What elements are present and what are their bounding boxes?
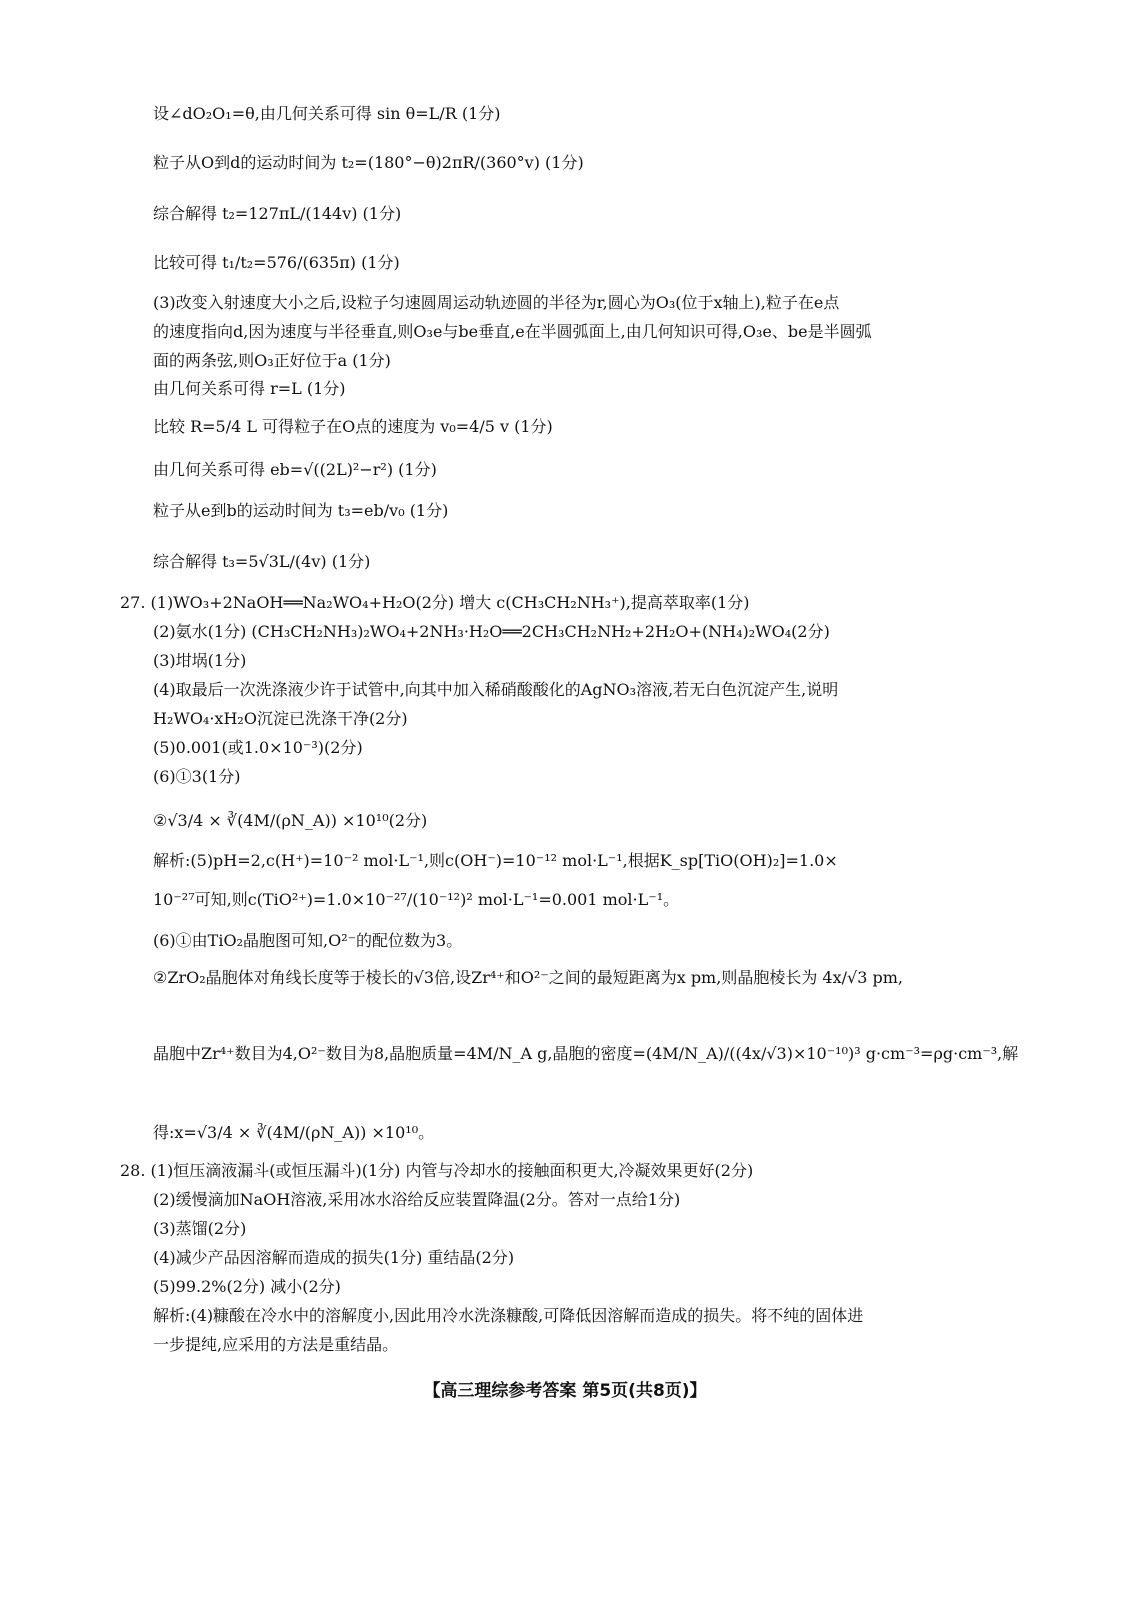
question-number: 28. xyxy=(120,1161,146,1180)
text-line: 设∠dO₂O₁=θ,由几何关系可得 sin θ=L/R (1分) xyxy=(153,104,501,123)
text-line: (3)坩埚(1分) xyxy=(153,651,247,670)
text-line: (4)取最后一次洗涤液少许于试管中,向其中加入稀硝酸酸化的AgNO₃溶液,若无白色沉淀产生,说明 xyxy=(153,680,839,699)
text-line: ②√3/4 × ∛(4M/(ρN_A)) ×10¹⁰(2分) xyxy=(153,811,428,830)
text-line: 解析:(4)糠酸在冷水中的溶解度小,因此用冷水洗涤糠酸,可降低因溶解而造成的损失。将不纯的固体进 xyxy=(153,1306,864,1325)
text-line: 的速度指向d,因为速度与半径垂直,则O₃e与be垂直,e在半圆弧面上,由几何知识可得,O₃e、be是半圆弧 xyxy=(153,322,872,341)
text-line: 10⁻²⁷可知,则c(TiO²⁺)=1.0×10⁻²⁷/(10⁻¹²)² mol·L⁻¹=0.001 mol·L⁻¹。 xyxy=(153,890,680,909)
text-line: (1)恒压滴液漏斗(或恒压漏斗)(1分) 内管与冷却水的接触面积更大,冷凝效果更好(2分) xyxy=(150,1161,754,1180)
text-line: 比较 R=5/4 L 可得粒子在O点的速度为 v₀=4/5 v (1分) xyxy=(153,417,553,436)
text-line: 由几何关系可得 eb=√((2L)²−r²) (1分) xyxy=(153,460,437,479)
text-line: 综合解得 t₂=127πL/(144v) (1分) xyxy=(153,204,402,223)
text-line: (6)①由TiO₂晶胞图可知,O²⁻的配位数为3。 xyxy=(153,931,463,950)
text-line: (3)改变入射速度大小之后,设粒子匀速圆周运动轨迹圆的半径为r,圆心为O₃(位于x轴上),粒子在e点 xyxy=(153,293,840,312)
text-line: 晶胞中Zr⁴⁺数目为4,O²⁻数目为8,晶胞质量=4M/N_A g,晶胞的密度=(4M/N_A)/((4x/√3)×10⁻¹⁰)³ g·cm⁻³=ρg·cm⁻³,解 xyxy=(153,1044,1019,1063)
text-line: (6)①3(1分) xyxy=(153,767,241,786)
text-line: 一步提纯,应采用的方法是重结晶。 xyxy=(153,1335,399,1354)
question-27 xyxy=(120,592,750,614)
text-line: 面的两条弦,则O₃正好位于a (1分) xyxy=(153,351,391,370)
text-line: 粒子从O到d的运动时间为 t₂=(180°−θ)2πR/(360°v) (1分) xyxy=(153,153,584,172)
text-line: ②ZrO₂晶胞体对角线长度等于棱长的√3倍,设Zr⁴⁺和O²⁻之间的最短距离为x pm,则晶胞棱长为 4x/√3 pm, xyxy=(153,968,903,987)
page-footer: 【高三理综参考答案 第5页(共8页)】 xyxy=(423,1381,707,1401)
text-line: (2)氨水(1分) (CH₃CH₂NH₃)₂WO₄+2NH₃·H₂O══2CH₃CH₂NH₂+2H₂O+(NH₄)₂WO₄(2分) xyxy=(153,622,830,641)
question-number: 27. xyxy=(120,593,146,612)
text-line: (5)99.2%(2分) 减小(2分) xyxy=(153,1277,341,1296)
question-28 xyxy=(120,1160,753,1182)
text-line: 比较可得 t₁/t₂=576/(635π) (1分) xyxy=(153,253,400,272)
text-line: (5)0.001(或1.0×10⁻³)(2分) xyxy=(153,738,363,757)
text-line: 综合解得 t₃=5√3L/(4v) (1分) xyxy=(153,552,371,571)
text-line: 由几何关系可得 r=L (1分) xyxy=(153,379,346,398)
text-line: H₂WO₄·xH₂O沉淀已洗涤干净(2分) xyxy=(153,709,408,728)
text-line: (4)减少产品因溶解而造成的损失(1分) 重结晶(2分) xyxy=(153,1248,515,1267)
text-line: (3)蒸馏(2分) xyxy=(153,1219,247,1238)
text-line: 解析:(5)pH=2,c(H⁺)=10⁻² mol·L⁻¹,则c(OH⁻)=10⁻¹² mol·L⁻¹,根据K_sp[TiO(OH)₂]=1.0× xyxy=(153,851,838,870)
text-line: 得:x=√3/4 × ∛(4M/(ρN_A)) ×10¹⁰。 xyxy=(153,1123,435,1142)
text-line: (2)缓慢滴加NaOH溶液,采用冰水浴给反应装置降温(2分。答对一点给1分) xyxy=(153,1190,681,1209)
text-line: 粒子从e到b的运动时间为 t₃=eb/v₀ (1分) xyxy=(153,501,449,520)
text-line: (1)WO₃+2NaOH══Na₂WO₄+H₂O(2分) 增大 c(CH₃CH₂NH₃⁺),提高萃取率(1分) xyxy=(150,593,750,612)
